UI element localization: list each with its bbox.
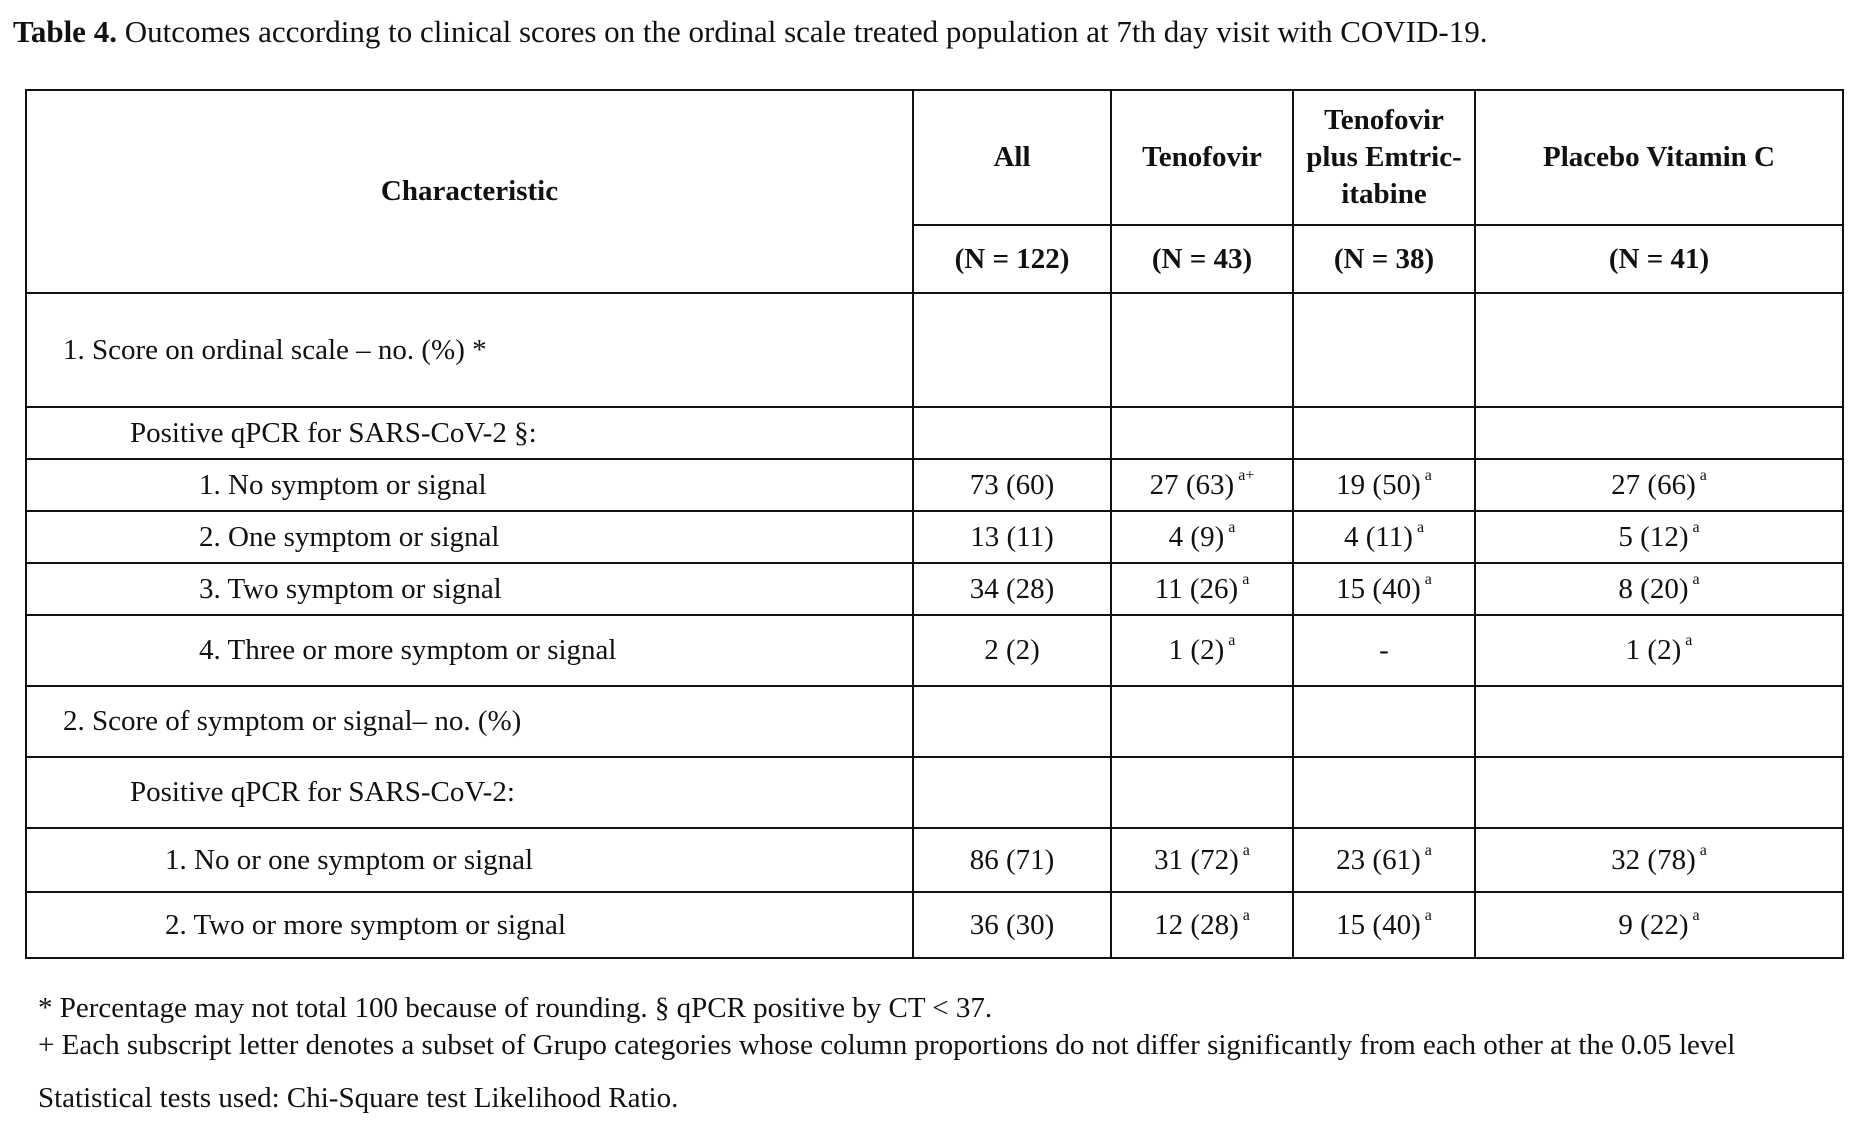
cell-value: 8 (20) xyxy=(1618,572,1689,605)
outcomes-table xyxy=(25,89,1844,959)
table-cell xyxy=(1111,293,1293,407)
cell-value: - xyxy=(1379,634,1389,666)
table-cell xyxy=(1111,892,1293,958)
table-row xyxy=(26,563,1843,615)
footnote-tests: Statistical tests used: Chi-Square test Likelihood Ratio. xyxy=(38,1082,679,1114)
significance-marker: a xyxy=(1692,906,1700,924)
header-group-all xyxy=(913,90,1111,225)
table-label: Table 4. xyxy=(13,14,117,49)
table-body xyxy=(26,293,1843,958)
table-cell xyxy=(1111,407,1293,459)
significance-marker: a xyxy=(1228,518,1236,536)
row-label: 2. Two or more symptom or signal xyxy=(26,892,913,958)
row-label: 3. Two symptom or signal xyxy=(26,563,913,615)
header-n-all: (N = 122) xyxy=(913,225,1111,293)
significance-marker: a xyxy=(1692,518,1700,536)
header-n-tenofovir-emtricitabine: (N = 38) xyxy=(1293,225,1475,293)
cell-value: 34 (28) xyxy=(969,572,1055,605)
row-label: Positive qPCR for SARS-CoV-2: xyxy=(26,757,913,828)
table-cell xyxy=(913,293,1111,407)
header-n-tenofovir: (N = 43) xyxy=(1111,225,1293,293)
header-group-name-line: Placebo Vitamin C xyxy=(1543,141,1775,173)
cell-value: 32 (78) xyxy=(1611,843,1696,876)
cell-value: 27 (66) xyxy=(1611,468,1696,501)
table-cell xyxy=(913,511,1111,563)
row-label: 1. No or one symptom or signal xyxy=(26,828,913,892)
header-group-placebo xyxy=(1475,90,1843,225)
cell-value: 15 (40) xyxy=(1336,908,1421,941)
significance-marker: a xyxy=(1242,906,1250,924)
significance-marker: a xyxy=(1228,632,1236,649)
significance-marker: a xyxy=(1424,570,1432,588)
table-title: Outcomes according to clinical scores on the ordinal scale treated population at 7th day visit with COVID-19. xyxy=(124,14,1488,49)
footnote-subscript: + Each subscript letter denotes a subset of Grupo categories whose column proportions do not differ significantly from each other at the 0.05 level xyxy=(38,1029,1736,1061)
table-cell xyxy=(913,686,1111,757)
table-cell xyxy=(1111,511,1293,563)
header-group-name-line: itabine xyxy=(1341,178,1427,210)
table-cell xyxy=(1293,757,1475,828)
row-label: 4. Three or more symptom or signal xyxy=(26,615,913,686)
cell-value: 12 (28) xyxy=(1154,908,1239,941)
significance-marker: a xyxy=(1416,518,1425,536)
cell-value: 5 (12) xyxy=(1618,520,1689,553)
row-label: 1. Score on ordinal scale – no. (%) * xyxy=(26,293,913,407)
table-cell xyxy=(913,459,1111,511)
table-cell xyxy=(1111,459,1293,511)
significance-marker: a+ xyxy=(1238,466,1255,484)
table-cell xyxy=(1293,407,1475,459)
table-cell xyxy=(1475,892,1843,958)
table-cell xyxy=(1293,892,1475,958)
footnote-rounding: * Percentage may not total 100 because of rounding. § qPCR positive by CT < 37. xyxy=(38,992,993,1024)
cell-value: 4 (11) xyxy=(1343,520,1413,553)
table-cell xyxy=(1293,615,1475,686)
cell-value: 86 (71) xyxy=(969,843,1055,876)
row-label: 2. Score of symptom or signal– no. (%) xyxy=(26,686,913,757)
table-cell xyxy=(1111,757,1293,828)
table-cell xyxy=(1111,828,1293,892)
row-label: 2. One symptom or signal xyxy=(26,511,913,563)
significance-marker: a xyxy=(1424,466,1432,484)
significance-marker: a xyxy=(1424,841,1432,859)
header-characteristic: Characteristic xyxy=(26,90,913,293)
table-cell xyxy=(913,757,1111,828)
significance-marker: a xyxy=(1699,841,1707,859)
cell-value: 36 (30) xyxy=(969,908,1055,941)
cell-value: 13 (11) xyxy=(970,520,1054,553)
significance-marker: a xyxy=(1424,906,1432,924)
table-cell xyxy=(913,615,1111,686)
table-cell xyxy=(1293,293,1475,407)
table-cell xyxy=(913,407,1111,459)
table-cell xyxy=(1475,615,1843,686)
cell-value: 19 (50) xyxy=(1336,468,1421,501)
significance-marker: a xyxy=(1242,841,1250,859)
cell-value: 1 (2) xyxy=(1625,634,1682,666)
significance-marker: a xyxy=(1685,632,1693,649)
table-cell xyxy=(1475,757,1843,828)
table-row xyxy=(26,459,1843,511)
table-cell xyxy=(913,892,1111,958)
table-cell xyxy=(1293,563,1475,615)
table-footnotes xyxy=(38,992,1735,1115)
table-cell xyxy=(1475,828,1843,892)
table-cell xyxy=(1475,407,1843,459)
table-cell xyxy=(1111,686,1293,757)
header-group-tenofovir-emtricitabine xyxy=(1293,90,1475,225)
significance-marker: a xyxy=(1692,570,1700,588)
significance-marker: a xyxy=(1242,570,1250,588)
table-cell xyxy=(1475,459,1843,511)
table-cell xyxy=(1293,828,1475,892)
cell-value: 2 (2) xyxy=(984,634,1040,666)
cell-value: 1 (2) xyxy=(1168,634,1225,666)
table-row xyxy=(26,828,1843,892)
significance-marker: a xyxy=(1699,466,1707,484)
table-cell xyxy=(1475,293,1843,407)
table-row xyxy=(26,407,1843,459)
table-row xyxy=(26,757,1843,828)
table-cell xyxy=(1111,563,1293,615)
table-row xyxy=(26,615,1843,686)
header-group-name-line: Tenofovir xyxy=(1142,141,1262,173)
row-label: Positive qPCR for SARS-CoV-2 §: xyxy=(26,407,913,459)
table-row xyxy=(26,686,1843,757)
cell-value: 73 (60) xyxy=(969,468,1055,501)
row-label: 1. No symptom or signal xyxy=(26,459,913,511)
table-cell xyxy=(1293,686,1475,757)
header-group-tenofovir xyxy=(1111,90,1293,225)
header-group-name-line: All xyxy=(993,141,1031,173)
table-row xyxy=(26,293,1843,407)
cell-value: 9 (22) xyxy=(1618,908,1689,941)
table-row xyxy=(26,892,1843,958)
table-cell xyxy=(1111,615,1293,686)
cell-value: 27 (63) xyxy=(1149,468,1235,501)
table-cell xyxy=(1293,511,1475,563)
table-cell xyxy=(1475,686,1843,757)
table-cell xyxy=(1293,459,1475,511)
table-caption xyxy=(13,14,1487,50)
header-group-name-line: plus Emtric- xyxy=(1306,141,1462,173)
table-cell xyxy=(913,563,1111,615)
table-cell xyxy=(1475,563,1843,615)
header-row-groups xyxy=(26,90,1843,225)
table-cell xyxy=(1475,511,1843,563)
cell-value: 31 (72) xyxy=(1154,843,1239,876)
header-group-name-line: Tenofovir xyxy=(1324,104,1444,136)
cell-value: 11 (26) xyxy=(1154,572,1239,605)
cell-value: 23 (61) xyxy=(1336,843,1421,876)
cell-value: 4 (9) xyxy=(1168,520,1225,553)
header-n-placebo: (N = 41) xyxy=(1475,225,1843,293)
table-cell xyxy=(913,828,1111,892)
table-row xyxy=(26,511,1843,563)
cell-value: 15 (40) xyxy=(1336,572,1421,605)
